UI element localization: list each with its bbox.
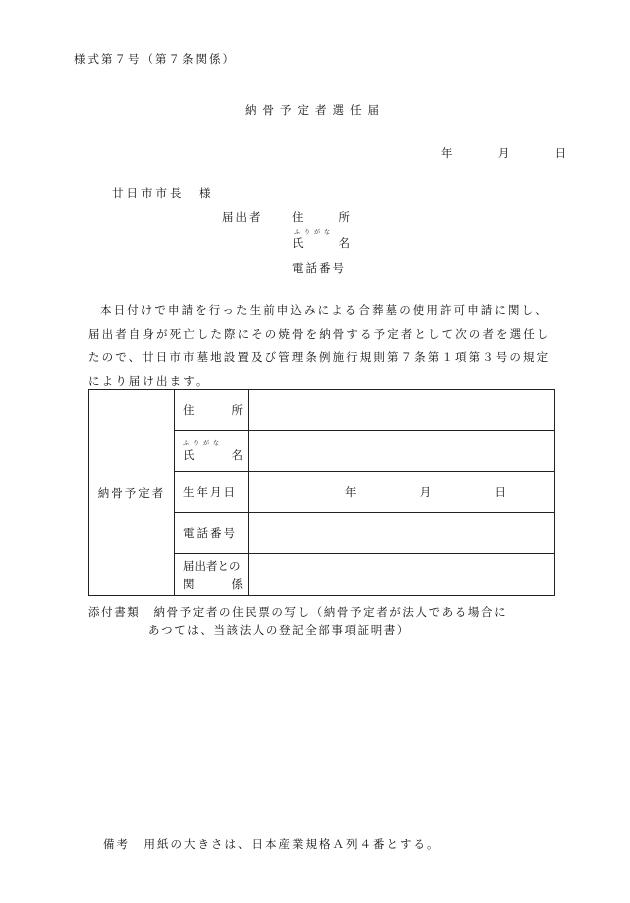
address-char-2: 所: [231, 403, 243, 417]
name-char-1: 氏: [183, 447, 195, 462]
date-month-label: 月: [497, 146, 510, 160]
birth-month-label: 月: [419, 485, 432, 499]
submitter-name-char-2: 名: [338, 236, 350, 250]
address-char-1: 住: [183, 403, 195, 417]
attachment-line-1: 添付書類 納骨予定者の住民票の写し（納骨予定者が法人である場合に: [88, 605, 508, 619]
name-label-cell: [175, 431, 249, 472]
birth-day-label: 日: [494, 485, 506, 499]
name-char-2: 名: [231, 447, 243, 462]
name-furigana: ふりがな: [183, 439, 224, 447]
body-text: 本日付けで申請を行った生前申込みによる合葬墓の使用許可申請に関し、届出者自身が死亡した際にその焼骨を納骨する予定者として次の者を選任したので、廿日市市墓地設置及び管理条例施行規則第７条第１項第３号の規定により届け出ます。: [88, 303, 551, 388]
birthdate-label: 生年月日: [175, 472, 249, 513]
submitter-name-label: [292, 235, 350, 251]
address-value-cell[interactable]: [249, 390, 555, 431]
date-day-label: 日: [554, 146, 567, 160]
submitter-address-char-2: 所: [338, 210, 350, 224]
designee-table: [88, 389, 555, 596]
name-value-cell[interactable]: [249, 431, 555, 472]
relation-char-2: 係: [231, 576, 243, 591]
relation-label-cell: [175, 554, 249, 596]
submitter-address-char-1: 住: [292, 210, 304, 224]
submitter-label: 届出者: [222, 210, 263, 224]
remarks: 備考 用紙の大きさは、日本産業規格Ａ列４番とする。: [103, 837, 441, 851]
birth-year-label: 年: [345, 485, 357, 499]
table-row-address: [89, 390, 555, 431]
submitter-furigana: ふりがな: [294, 229, 335, 236]
relation-char-1: 関: [183, 576, 195, 591]
birthdate-value-cell[interactable]: [249, 472, 555, 513]
relation-line1: 届出者との: [183, 558, 241, 573]
form-number: 様式第７号（第７条関係）: [74, 52, 236, 66]
submitter-phone-label: 電話番号: [292, 261, 346, 275]
date-year-label: 年: [441, 146, 453, 160]
relation-value-cell[interactable]: [249, 554, 555, 596]
designee-category: 納骨予定者: [89, 390, 175, 596]
attachment-line-2: あつては、当該法人の登記全部事項証明書）: [148, 623, 410, 637]
submitter-name-char-1: 氏: [292, 236, 304, 250]
date-line: [441, 145, 566, 161]
submitter-address-label: [292, 209, 350, 225]
phone-value-cell[interactable]: [249, 513, 555, 554]
document-title: 納骨予定者選任届: [245, 103, 385, 117]
address-label-cell: [175, 390, 249, 431]
phone-label: 電話番号: [175, 513, 249, 554]
addressee: 廿日市市長 様: [112, 186, 214, 200]
